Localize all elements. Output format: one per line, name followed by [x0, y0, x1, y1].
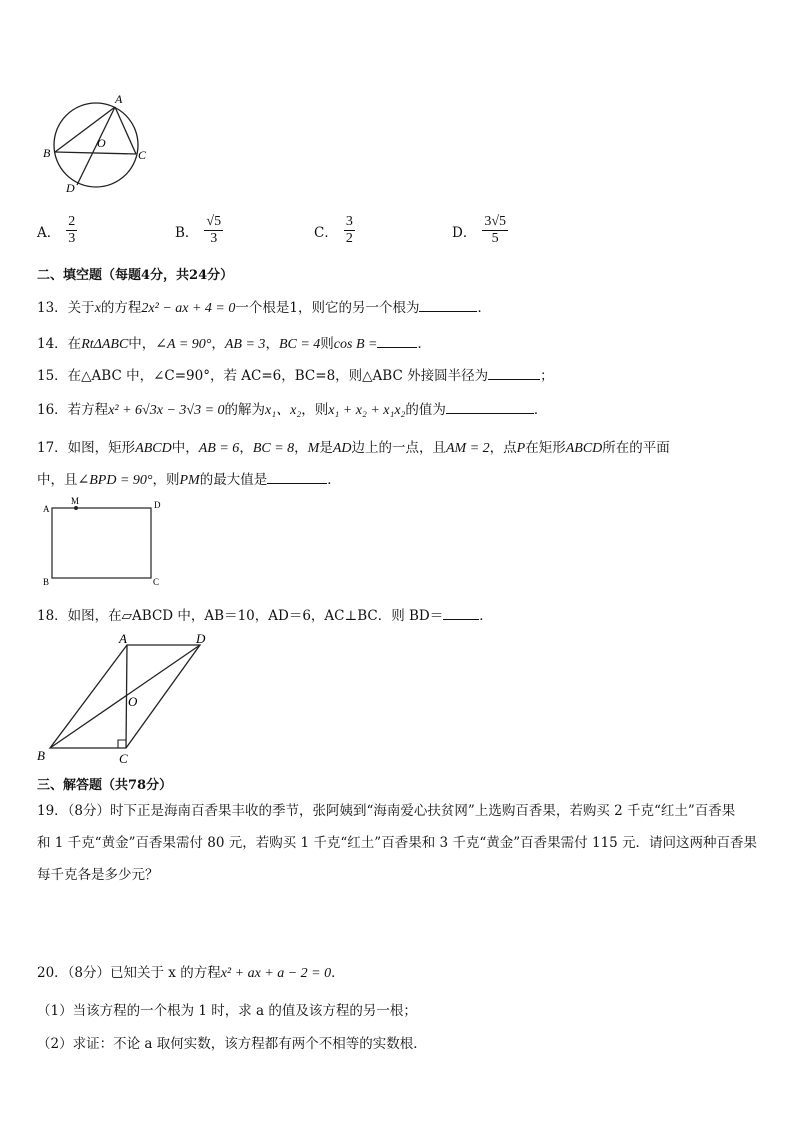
- denominator: 5: [491, 231, 499, 247]
- option-a: [37, 214, 77, 247]
- q13-end: ．: [477, 300, 491, 316]
- q17-text: 是: [319, 440, 333, 456]
- q17-math: ∠BPD = 90°: [77, 473, 153, 488]
- q13-var: x: [94, 301, 101, 316]
- q17-math: ABCD: [135, 441, 172, 456]
- question-20-part2: （2）求证：不论 a 取何实数，该方程都有两个不相等的实数根．: [37, 1036, 427, 1052]
- q16-mid1: 的解为: [224, 402, 266, 418]
- label-o: O: [128, 694, 138, 709]
- q13-equation: 2x² − ax + 4 = 0: [141, 301, 236, 316]
- q14-angle: ∠A = 90°: [155, 337, 212, 352]
- q14-triangle: RtΔABC: [81, 337, 129, 352]
- q17-end: ．: [327, 472, 341, 488]
- q17-text: 边上的一点，且: [351, 440, 446, 456]
- section-heading-solutions: 三、解答题（共78分）: [37, 778, 173, 793]
- label-c: C: [153, 577, 160, 587]
- q14-ab: AB = 3: [224, 337, 266, 352]
- question-13: [37, 296, 491, 317]
- q14-mid1: 中，: [128, 336, 156, 352]
- fraction: [204, 214, 223, 247]
- q18-end: ．: [479, 608, 493, 624]
- q13-suffix: 一个根是1，则它的另一个根为: [235, 300, 420, 316]
- q17-math: AB = 6: [198, 441, 240, 456]
- q17-math: BC = 8: [252, 441, 295, 456]
- label-a: A: [43, 504, 50, 514]
- denominator: 2: [345, 231, 353, 247]
- segment-bc: [55, 152, 136, 154]
- q17-math: AD: [332, 441, 352, 456]
- label-c: C: [138, 148, 147, 162]
- q16-mid2: ，则: [301, 402, 329, 418]
- q17-text: ，则: [152, 472, 180, 488]
- question-15: [37, 364, 554, 384]
- denominator: 3: [68, 231, 76, 247]
- q16-end: ．: [533, 402, 548, 418]
- q17-text: 的最大值是: [199, 472, 268, 488]
- q17-text: ，: [294, 440, 308, 456]
- numerator: 3√5: [482, 214, 508, 231]
- q17-math: P: [516, 441, 526, 456]
- q14-end: ．: [417, 336, 431, 352]
- q14-sep: ，: [211, 336, 225, 352]
- q14-cos: cos B =: [333, 337, 378, 352]
- segment-ac: [126, 645, 127, 748]
- answer-blank[interactable]: [377, 335, 417, 348]
- q14-sep: ，: [265, 336, 279, 352]
- section-heading-fill-in: 二、填空题（每题4分，共24分）: [37, 268, 234, 283]
- q17-math: PM: [179, 473, 200, 488]
- question-19-line3: 每千克各是多少元？: [37, 867, 159, 883]
- label-b: B: [37, 748, 45, 763]
- answer-blank[interactable]: [267, 471, 327, 484]
- q20-equation: x² + ax + a − 2 = 0: [220, 966, 332, 981]
- point-m: [74, 506, 78, 510]
- right-angle-mark: [118, 740, 126, 748]
- q17-text: 中，: [171, 440, 199, 456]
- question-16: [37, 398, 547, 419]
- q16-roots: x₁、x₂: [265, 403, 302, 418]
- q15-end: ；: [540, 368, 554, 384]
- label-a: A: [119, 631, 127, 646]
- q17-math: M: [307, 441, 320, 456]
- q13-mid: 的方程: [100, 300, 142, 316]
- fraction: [482, 214, 508, 247]
- q16-expression: x₁ + x₂ + x₁x₂: [328, 403, 406, 418]
- numerator: 2: [66, 214, 77, 231]
- option-letter: C．: [314, 224, 338, 241]
- option-letter: D．: [452, 224, 477, 241]
- rectangle-abcd: [52, 508, 151, 578]
- question-18: [37, 604, 493, 624]
- segment-ac: [115, 107, 136, 154]
- answer-blank[interactable]: [446, 401, 534, 414]
- q17-text: 在矩形: [525, 440, 566, 456]
- q15-text: 15．在△ABC 中，∠C=90°，若 AC=6，BC=8，则△ABC 外接圆半径为: [37, 368, 489, 384]
- option-letter: A．: [37, 224, 61, 241]
- option-b: [175, 214, 223, 247]
- segment-bd: [50, 645, 200, 748]
- fraction: [66, 214, 77, 247]
- label-a: A: [115, 92, 123, 106]
- label-d: D: [154, 500, 161, 510]
- segment-ad: [77, 107, 115, 185]
- numerator: 3: [344, 214, 355, 231]
- question-14: [37, 332, 431, 353]
- q20-end: ．: [331, 965, 345, 981]
- q14-mid2: 则: [320, 336, 334, 352]
- q14-bc: BC = 4: [278, 337, 321, 352]
- fraction: [344, 214, 355, 247]
- label-m: M: [71, 496, 80, 506]
- option-c: [314, 214, 355, 247]
- q17-math: AM = 2: [446, 441, 490, 456]
- circle-figure: [40, 88, 160, 196]
- numerator: √5: [204, 214, 223, 231]
- q17-text: 所在的平面: [602, 440, 670, 456]
- answer-blank[interactable]: [443, 607, 479, 620]
- label-b: B: [43, 577, 50, 587]
- q16-prefix: 16．若方程: [37, 402, 109, 418]
- q17-text: ，点: [489, 440, 517, 456]
- rectangle-figure: [40, 496, 170, 588]
- answer-blank[interactable]: [488, 367, 540, 380]
- q17-text: ，: [239, 440, 253, 456]
- segment-ab: [55, 107, 115, 152]
- q16-suffix: 的值为: [405, 402, 446, 418]
- question-17-line2: [37, 468, 341, 489]
- q13-prefix: 13．关于: [37, 300, 95, 316]
- q14-prefix: 14．在: [37, 336, 82, 352]
- label-d: D: [196, 631, 206, 646]
- label-b: B: [43, 146, 51, 160]
- q17-text: 中，且: [37, 472, 78, 488]
- label-o: O: [97, 136, 106, 150]
- q16-equation: x² + 6√3x − 3√3 = 0: [108, 403, 225, 418]
- question-19-line1: 19．（8分）时下正是海南百香果丰收的季节，张阿姨到“海南爱心扶贫网”上选购百香果，若购买 2 千克“红土”百香果: [37, 803, 736, 819]
- q18-text: 18．如图，在▱ABCD 中，AB＝10，AD＝6，AC⊥BC．则 BD＝: [37, 608, 444, 624]
- denominator: 3: [210, 231, 218, 247]
- label-d: D: [66, 181, 75, 195]
- answer-blank[interactable]: [419, 299, 477, 312]
- question-17-line1: [37, 436, 670, 457]
- parallelogram-figure: [34, 630, 224, 764]
- option-d: [452, 214, 508, 247]
- label-c: C: [119, 751, 128, 764]
- question-19-line2: 和 1 千克“黄金”百香果需付 80 元，若购买 1 千克“红土”百香果和 3 千克“黄金”百香果需付 115 元．请问这两种百香果: [37, 835, 758, 851]
- option-letter: B．: [175, 224, 199, 241]
- question-20: [37, 961, 345, 982]
- q20-prefix: 20．（8分）已知关于 x 的方程: [37, 965, 221, 981]
- question-20-part1: （1）当该方程的一个根为 1 时，求 a 的值及该方程的另一根；: [37, 1003, 417, 1019]
- q17-math: ABCD: [565, 441, 603, 456]
- q17-text: 17．如图，矩形: [37, 440, 136, 456]
